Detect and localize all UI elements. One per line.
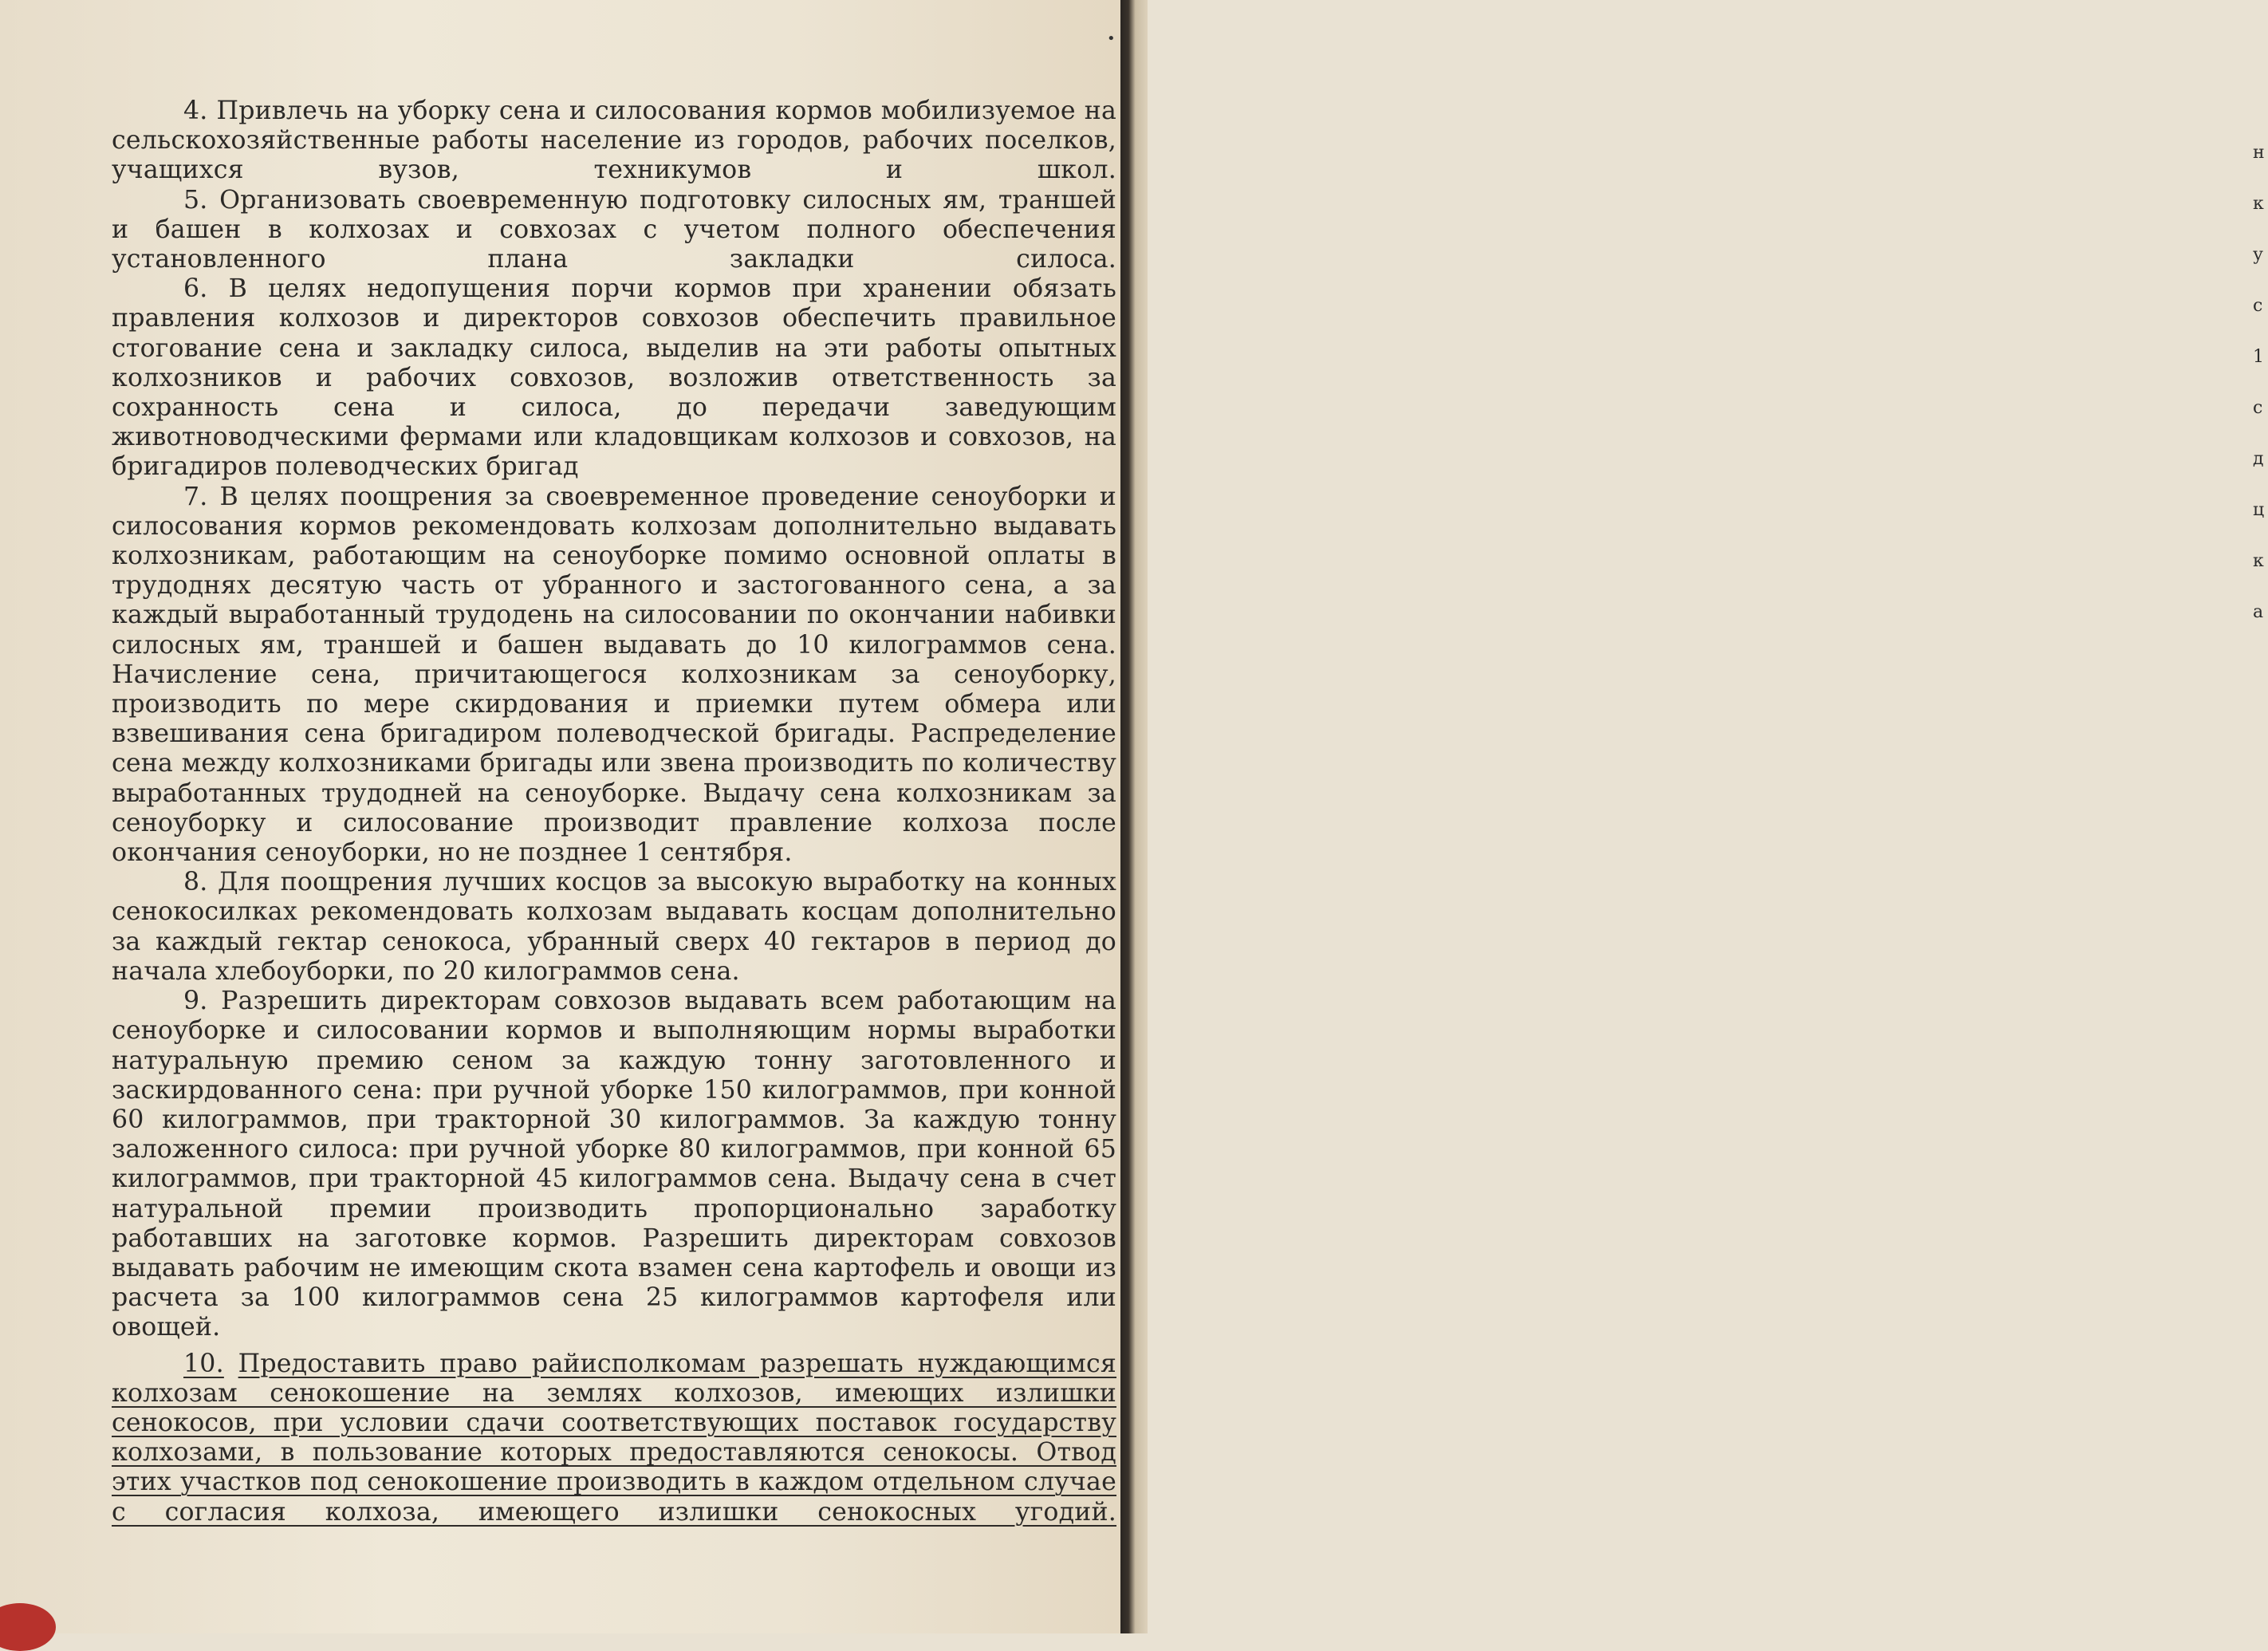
book-binding (1120, 0, 2265, 1633)
paragraph-5 (112, 186, 1116, 275)
adjacent-page-edge (2253, 128, 2268, 638)
paragraph-number: 10. (183, 1349, 224, 1378)
paragraph-number: 5. (183, 185, 208, 215)
paragraph-number: 6. (183, 274, 208, 304)
paragraph-number: 7. (183, 482, 208, 511)
paragraph-6 (112, 274, 1116, 482)
paragraph-number: 4. (183, 97, 208, 125)
edge-letter: с (2253, 296, 2263, 316)
paragraph-text: Привлечь на уборку сена и силосования кормов мобилизуемое на сельскохозяйственные работы население из городов, рабочих поселков, учащихся вузов, техникумов и школ. (112, 97, 1116, 185)
paragraph-number: 9. (183, 987, 208, 1016)
edge-letter: у (2253, 245, 2263, 265)
edge-letter: н (2253, 143, 2265, 163)
edge-letter: ц (2253, 500, 2265, 520)
paragraph-number: 8. (183, 868, 208, 897)
document-page (0, 0, 1120, 1633)
paragraph-text: Предоставить право райисполкомам разрешать нуждающимся колхозам сенокошение на землях колхозов, имеющих излишки сенокосов, при условии сдачи соответствующих поставок государству колхозами, в пользование которых предоставляются сенокосы. Отвод этих участков под сенокошение производить в каждом отдельном случае с согласия колхоза, имеющего излишки сенокосных угодий. (112, 1349, 1116, 1527)
paragraph-7 (112, 483, 1116, 869)
paragraph-text: В целях поощрения за своевременное проведение сеноуборки и силосования кормов рекомендовать колхозам дополнительно выдавать колхозникам, работающим на сеноуборке помимо основной оплаты в трудоднях десятую часть от убранного и застогованного сена, а за каждый выработанный трудодень на силосовании по окончании набивки силосных ям, траншей и башен выдавать до 10 килограммов сена. Начисление сена, причитающегося колхозникам за сеноуборку, производить по мере скирдования и приемки путем обмера или взвешивания сена бригадиром полеводческой бригады. Распределение сена между колхозниками бригады или звена производить по количеству выработанных трудодней на сеноуборке. Выдачу сена колхозникам за сеноуборку и силосование производит правление колхоза после окончания сеноуборки, но не позднее 1 сентября. (112, 482, 1116, 868)
paragraph-text: В целях недопущения порчи кормов при хранении обязать правления колхозов и директоров совхозов обеспечить правильное стогование сена и закладку силоса, выделив на эти работы опытных колхозников и рабочих совхозов, возложив ответственность за сохранность сена и силоса, до передачи заведующим животноводческими фермами или кладовщикам колхозов и совхозов, на бригадиров полеводческих бригад (112, 274, 1116, 482)
document-body (112, 97, 1116, 1527)
paragraph-text: Для поощрения лучших косцов за высокую выработку на конных сенокосилках рекомендовать колхозам выдавать косцам дополнительно за каждый гектар сенокоса, убранный сверх 40 гектаров в период до начала хлебоуборки, по 20 килограммов сена. (112, 868, 1116, 986)
paragraph-10 (112, 1350, 1116, 1527)
edge-letter: с (2253, 398, 2263, 418)
paragraph-text: Разрешить директорам совхозов выдавать всем работающим на сеноуборке и силосовании кормов и выполняющим нормы выработки натуральную премию сеном за каждую тонну заготовленного и заскирдованного сена: при ручной уборке 150 килограммов, при конной 60 килограммов, при тракторной 30 килограммов. За каждую тонну заложенного силоса: при ручной уборке 80 килограммов, при конной 65 килограммов, при тракторной 45 килограммов сена. Выдачу сена в счет натуральной премии производить пропорционально заработку работавших на заготовке кормов. Разрешить директорам совхозов выдавать рабочим не имеющим скота взамен сена картофель и овощи из расчета за 100 килограммов сена 25 килограммов картофеля или овощей. (112, 987, 1116, 1342)
paragraph-4 (112, 97, 1116, 186)
edge-letter: д (2253, 449, 2264, 469)
paragraph-8 (112, 868, 1116, 987)
page-speck: • (1107, 30, 1116, 47)
edge-letter: к (2253, 551, 2264, 571)
edge-letter: а (2253, 602, 2264, 622)
red-stain (0, 1603, 56, 1651)
edge-letter: 1 (2253, 347, 2264, 367)
edge-letter: к (2253, 194, 2264, 214)
paragraph-9 (112, 987, 1116, 1342)
paragraph-text: Организовать своевременную подготовку силосных ям, траншей и башен в колхозах и совхозах с учетом полного обеспечения установленного плана закладки силоса. (112, 185, 1116, 274)
